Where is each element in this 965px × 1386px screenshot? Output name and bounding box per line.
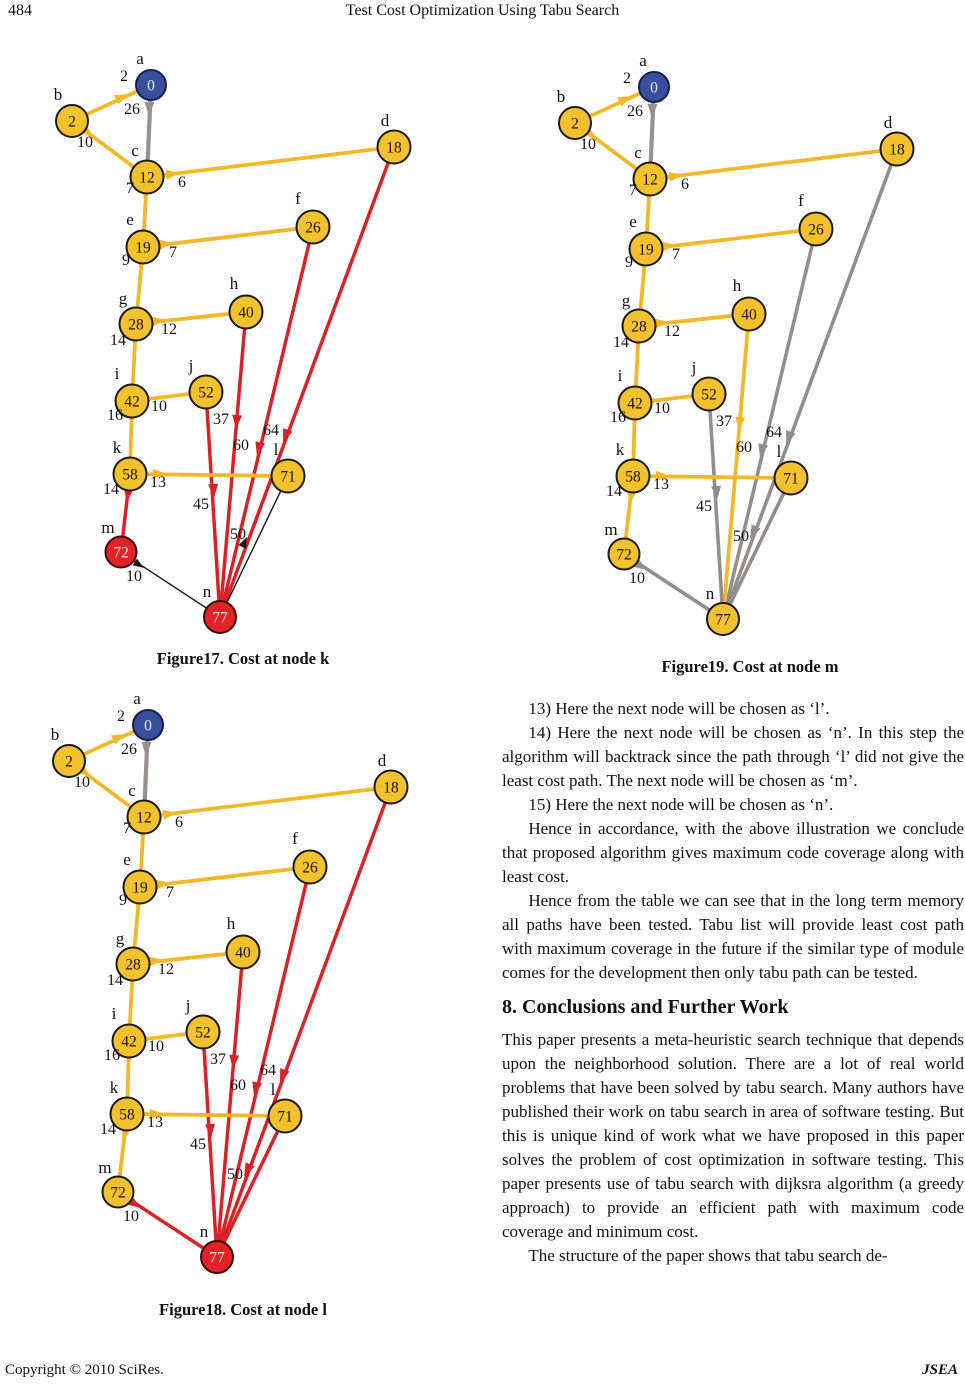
- paragraph-step15: 15) Here the next node will be chosen as ‘n’.: [528, 795, 834, 814]
- node-letter-d: d: [377, 751, 387, 770]
- node-letter-b: b: [53, 85, 63, 104]
- paragraph-conclusions: This paper presents a meta-heuristic search technique that depends upon the neighborhood solution. There are a lot of real world problems that have been solved by tabu search. Many authors have published their work on tabu search in area of software testing. But this is unique kind of work what we have proposed in this paper solves the problem of cost optimization in software testing. This paper presents use of tabu search with dijksra algorithm (a greedy approach) to provide an efficient path with maximum code coverage and minimum cost.: [502, 1030, 964, 1241]
- section-heading-conclusions: 8. Conclusions and Further Work: [502, 996, 789, 1018]
- edge-label-km: 14: [100, 1121, 116, 1138]
- node-value-f: 26: [808, 221, 824, 239]
- footer-journal: JSEA: [922, 1362, 958, 1378]
- figure18-graph-svg: [37, 690, 497, 1330]
- node-letter-l: l: [270, 1080, 276, 1099]
- edge-eg: [137, 261, 141, 309]
- edge-ef: [660, 231, 801, 248]
- node-letter-a: a: [639, 52, 647, 70]
- node-letter-f: f: [798, 191, 804, 210]
- node-value-l: 71: [280, 468, 296, 486]
- node-value-c: 12: [642, 171, 658, 189]
- arrowhead-hn: [231, 415, 242, 430]
- arrowhead-ac: [144, 102, 154, 116]
- edge-ln: [226, 489, 282, 604]
- arrowhead-ac: [647, 104, 657, 118]
- node-letter-f: f: [295, 189, 301, 208]
- edge-eg: [134, 901, 138, 949]
- edge-label-ik: 16: [104, 1047, 120, 1064]
- node-value-c: 12: [136, 809, 152, 827]
- node-letter-m: m: [101, 518, 115, 537]
- node-value-k: 58: [122, 466, 138, 484]
- edge-label-dn: 64: [260, 1062, 276, 1079]
- node-letter-d: d: [380, 111, 390, 130]
- edge-label-ij: 10: [654, 400, 670, 417]
- edge-cd: [158, 789, 376, 816]
- node-letter-b: b: [50, 725, 60, 744]
- paragraph-hence-2: Hence from the table we can see that in the long term memory all paths have been tested. Tabu list will provide least cost path with maximum coverage in the future if the similar type of module comes for the development then only tabu path can be tested.: [502, 891, 964, 982]
- arrowhead-hn: [228, 1055, 239, 1070]
- edge-mn: [635, 561, 711, 611]
- node-value-j: 52: [195, 1024, 211, 1042]
- node-value-h: 40: [235, 944, 251, 962]
- arrowhead-jn: [711, 486, 722, 501]
- node-letter-k: k: [109, 1078, 119, 1097]
- edge-label-ac: 26: [124, 101, 140, 118]
- node-letter-c: c: [131, 141, 139, 160]
- edge-label-ef: 7: [672, 246, 680, 263]
- edge-label-bc: 10: [74, 774, 90, 791]
- node-letter-n: n: [705, 584, 715, 603]
- edge-ef: [154, 869, 295, 886]
- node-value-n: 77: [209, 1249, 225, 1267]
- edge-label-ln: 50: [733, 528, 749, 545]
- node-value-h: 40: [741, 306, 757, 324]
- edge-mn: [132, 559, 208, 609]
- node-value-g: 28: [128, 316, 144, 334]
- figure17-graph-svg: [40, 50, 500, 690]
- edge-label-gi: 14: [613, 334, 629, 351]
- node-letter-j: j: [185, 996, 191, 1015]
- node-value-b: 2: [65, 753, 73, 771]
- edge-label-dn: 64: [263, 422, 279, 439]
- node-letter-l: l: [273, 440, 279, 459]
- edge-label-ba: 2: [117, 708, 125, 725]
- edge-mn: [129, 1199, 205, 1249]
- node-value-d: 18: [889, 141, 905, 159]
- edge-label-gh: 12: [161, 321, 177, 338]
- edge-label-gh: 12: [664, 323, 680, 340]
- figure18-diagram: [37, 690, 497, 1330]
- edge-label-mn: 10: [123, 1208, 139, 1225]
- right-text-column: [502, 697, 964, 1268]
- node-letter-g: g: [115, 929, 125, 948]
- edge-label-ln: 50: [230, 526, 246, 543]
- node-letter-g: g: [621, 291, 631, 310]
- node-letter-e: e: [629, 212, 637, 231]
- edge-label-cd: 6: [175, 814, 183, 831]
- edge-label-eg: 9: [119, 892, 127, 909]
- edge-label-ef: 7: [166, 884, 174, 901]
- node-letter-h: h: [229, 274, 239, 293]
- node-letter-d: d: [883, 113, 893, 132]
- figure17-diagram: [40, 50, 500, 690]
- edge-label-ce: 7: [126, 180, 134, 197]
- node-value-e: 19: [132, 879, 148, 897]
- edge-label-hn: 37: [210, 1051, 226, 1068]
- node-value-g: 28: [631, 318, 647, 336]
- edge-label-bc: 10: [77, 134, 93, 151]
- edge-label-eg: 9: [625, 254, 633, 271]
- node-letter-h: h: [732, 276, 742, 295]
- edge-label-jn: 45: [190, 1136, 206, 1153]
- edge-label-ik: 16: [610, 409, 626, 426]
- arrowhead-ac: [141, 742, 151, 756]
- edge-ln: [223, 1129, 279, 1244]
- edge-label-mn: 10: [629, 570, 645, 587]
- node-letter-i: i: [617, 366, 623, 385]
- node-letter-b: b: [556, 87, 566, 106]
- edge-ik: [130, 415, 131, 459]
- edge-label-jn: 45: [193, 496, 209, 513]
- node-value-k: 58: [625, 468, 641, 486]
- paragraph-hence-1: Hence in accordance, with the above illustration we conclude that proposed algorithm gives maximum code coverage along with least cost.: [502, 819, 964, 886]
- edge-label-km: 14: [103, 481, 119, 498]
- node-value-e: 19: [638, 241, 654, 259]
- node-letter-m: m: [604, 520, 618, 539]
- arrowhead-hn: [734, 417, 745, 432]
- node-value-b: 2: [571, 115, 579, 133]
- node-letter-f: f: [292, 829, 298, 848]
- node-letter-a: a: [136, 50, 144, 68]
- edge-label-gi: 14: [107, 972, 123, 989]
- edge-label-ij: 10: [148, 1038, 164, 1055]
- node-letter-k: k: [112, 438, 122, 457]
- edge-label-ij: 10: [151, 398, 167, 415]
- edge-label-ef: 7: [169, 244, 177, 261]
- node-value-b: 2: [68, 113, 76, 131]
- edge-ef: [157, 229, 298, 246]
- paragraph-step14: 14) Here the next node will be chosen as ‘n’. In this step the algorithm will backtrack since the path through ‘l’ did not give the least cost path. The next node will be chosen as ‘m’.: [502, 723, 964, 790]
- node-value-f: 26: [302, 859, 318, 877]
- paragraph-structure: The structure of the paper shows that tabu search de-: [528, 1246, 888, 1265]
- edge-cd: [664, 151, 882, 178]
- node-letter-c: c: [128, 781, 136, 800]
- node-letter-m: m: [98, 1158, 112, 1177]
- node-value-a: 0: [650, 79, 658, 97]
- edge-label-gi: 14: [110, 332, 126, 349]
- edge-label-fn: 60: [736, 439, 752, 456]
- node-letter-n: n: [202, 582, 212, 601]
- edge-ln: [729, 491, 785, 606]
- node-value-i: 42: [627, 395, 643, 413]
- figure19-diagram: [543, 52, 965, 692]
- edge-label-kl: 13: [653, 476, 669, 493]
- node-letter-i: i: [111, 1004, 117, 1023]
- node-value-i: 42: [124, 393, 140, 411]
- figure17-caption: Figure17. Cost at node k: [156, 649, 330, 668]
- node-letter-e: e: [123, 850, 131, 869]
- node-value-a: 0: [144, 717, 152, 735]
- node-letter-c: c: [634, 143, 642, 162]
- node-value-n: 77: [715, 611, 731, 629]
- node-letter-e: e: [126, 210, 134, 229]
- footer-copyright: Copyright © 2010 SciRes.: [5, 1362, 164, 1378]
- node-letter-h: h: [226, 914, 236, 933]
- node-letter-l: l: [776, 442, 782, 461]
- node-value-a: 0: [147, 77, 155, 95]
- edge-label-km: 14: [606, 483, 622, 500]
- node-value-f: 26: [305, 219, 321, 237]
- edge-label-hn: 37: [213, 411, 229, 428]
- node-value-j: 52: [198, 384, 214, 402]
- node-value-d: 18: [386, 139, 402, 157]
- node-value-j: 52: [701, 386, 717, 404]
- edge-cd: [161, 149, 379, 176]
- edge-label-fn: 60: [233, 437, 249, 454]
- node-letter-j: j: [691, 358, 697, 377]
- edge-label-cd: 6: [681, 176, 689, 193]
- node-value-g: 28: [125, 956, 141, 974]
- node-value-e: 19: [135, 239, 151, 257]
- edge-label-ba: 2: [120, 68, 128, 85]
- node-value-m: 72: [113, 544, 129, 562]
- edge-ce: [144, 191, 146, 232]
- arrowhead-jn: [208, 484, 219, 499]
- node-value-k: 58: [119, 1106, 135, 1124]
- edge-label-cd: 6: [178, 174, 186, 191]
- node-value-l: 71: [783, 470, 799, 488]
- node-value-n: 77: [212, 609, 228, 627]
- node-value-i: 42: [121, 1033, 137, 1051]
- node-value-m: 72: [616, 546, 632, 564]
- node-value-m: 72: [110, 1184, 126, 1202]
- edge-label-ba: 2: [623, 70, 631, 87]
- edge-label-fn: 60: [230, 1077, 246, 1094]
- node-value-d: 18: [383, 779, 399, 797]
- node-value-c: 12: [139, 169, 155, 187]
- edge-label-gh: 12: [158, 961, 174, 978]
- edge-label-ce: 7: [123, 820, 131, 837]
- edge-label-kl: 13: [150, 474, 166, 491]
- edge-label-ik: 16: [107, 407, 123, 424]
- running-title: Test Cost Optimization Using Tabu Search: [345, 2, 620, 19]
- node-value-l: 71: [277, 1108, 293, 1126]
- edge-label-ac: 26: [627, 103, 643, 120]
- edge-label-jn: 45: [696, 498, 712, 515]
- edge-label-ac: 26: [121, 741, 137, 758]
- edge-label-ce: 7: [629, 182, 637, 199]
- edge-ik: [633, 417, 634, 461]
- edge-label-mn: 10: [126, 568, 142, 585]
- node-letter-n: n: [199, 1222, 209, 1241]
- node-letter-i: i: [114, 364, 120, 383]
- edge-label-dn: 64: [766, 424, 782, 441]
- edge-ce: [141, 831, 143, 872]
- page-number: 484: [8, 2, 32, 19]
- edge-label-eg: 9: [122, 252, 130, 269]
- node-letter-a: a: [133, 690, 141, 708]
- edge-eg: [640, 263, 644, 311]
- edge-label-ln: 50: [227, 1166, 243, 1183]
- figure19-caption: Figure19. Cost at node m: [661, 657, 839, 676]
- edge-label-bc: 10: [580, 136, 596, 153]
- edge-ce: [647, 193, 649, 234]
- paragraph-step13: 13) Here the next node will be chosen as ‘l’.: [528, 699, 830, 718]
- figure18-caption: Figure18. Cost at node l: [159, 1300, 327, 1319]
- node-letter-g: g: [118, 289, 128, 308]
- node-value-h: 40: [238, 304, 254, 322]
- node-letter-j: j: [188, 356, 194, 375]
- node-letter-k: k: [615, 440, 625, 459]
- figure19-graph-svg: [543, 52, 965, 692]
- edge-ik: [127, 1055, 128, 1099]
- arrowhead-jn: [205, 1124, 216, 1139]
- edge-label-kl: 13: [147, 1114, 163, 1131]
- edge-label-hn: 37: [716, 413, 732, 430]
